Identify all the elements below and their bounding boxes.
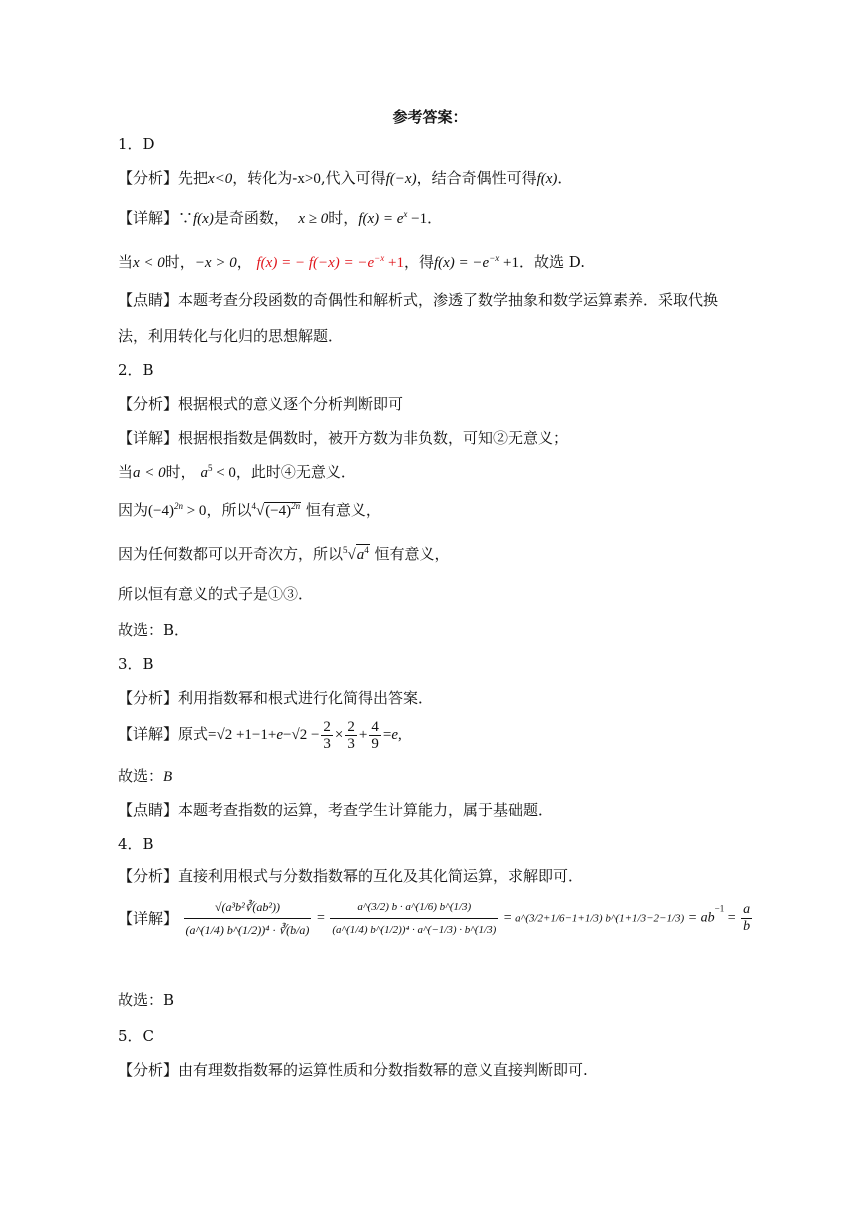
q4-detail bbox=[118, 896, 754, 941]
math: a bbox=[200, 465, 208, 481]
math-sup: 2n bbox=[291, 501, 301, 511]
text: 时， bbox=[328, 209, 359, 227]
math-highlight-sup: −x bbox=[374, 253, 385, 263]
q3-heading: 3．B bbox=[118, 655, 154, 673]
math-sup: 2n bbox=[173, 501, 183, 511]
math: f(x) bbox=[536, 171, 558, 187]
math-sup: x bbox=[403, 209, 408, 219]
math: x < 0 bbox=[133, 255, 165, 271]
fraction bbox=[330, 896, 498, 941]
fraction bbox=[321, 719, 333, 752]
root-index: 5 bbox=[343, 545, 348, 555]
numerator: a bbox=[743, 902, 751, 917]
math: < 0 bbox=[212, 465, 236, 481]
math: f(x) = −e bbox=[433, 255, 490, 271]
text: ， bbox=[236, 253, 252, 271]
math: + bbox=[358, 727, 368, 743]
math-highlight: +1 bbox=[384, 255, 404, 271]
denominator: 3 bbox=[323, 735, 331, 752]
q3-comment: 【点睛】本题考查指数的运算，考查学生计算能力，属于基础题． bbox=[118, 801, 554, 819]
math: a < 0 bbox=[133, 465, 166, 481]
math: > 0 bbox=[182, 503, 207, 519]
radicand bbox=[356, 544, 370, 563]
text: 恒有意义， bbox=[374, 545, 450, 563]
math: e bbox=[391, 727, 398, 743]
math: x>0 bbox=[297, 171, 321, 187]
q1-comment-line2: 法，利用转化与化归的思想解题． bbox=[118, 327, 344, 345]
text: 故选： bbox=[118, 767, 164, 785]
root-index: 4 bbox=[251, 501, 256, 511]
denominator: (a^(1/4) b^(1/2))⁴ · ∛(b/a) bbox=[184, 918, 312, 941]
math: (−4) bbox=[265, 503, 292, 519]
denominator: (a^(1/4) b^(1/2))⁴ · a^(−1/3) · b^(1/3) bbox=[330, 918, 498, 941]
q2-when bbox=[118, 462, 356, 483]
numerator: 2 bbox=[347, 718, 355, 735]
fraction bbox=[345, 719, 357, 752]
math: 【详解】原式=√2 +1−1+ bbox=[118, 727, 277, 743]
q2-because-1 bbox=[118, 500, 381, 521]
math: (−4) bbox=[148, 503, 174, 519]
page-title: 参考答案： bbox=[392, 108, 468, 126]
denominator: b bbox=[743, 919, 751, 934]
math: a bbox=[356, 547, 365, 563]
q1-analysis bbox=[118, 168, 572, 189]
math: = bbox=[316, 910, 325, 926]
text: ，得 bbox=[403, 253, 434, 271]
math: −x > 0 bbox=[194, 255, 237, 271]
text: ． bbox=[427, 209, 443, 227]
denominator: 3 bbox=[347, 735, 355, 752]
text: 【分析】先把 bbox=[118, 169, 209, 187]
text: 因为任何数都可以开奇次方，所以 bbox=[118, 545, 344, 563]
text: ，此时④无意义． bbox=[235, 463, 356, 481]
fraction bbox=[741, 902, 752, 935]
text: ． bbox=[557, 169, 573, 187]
q4-choice: 故选：B bbox=[118, 991, 175, 1009]
q2-detail: 【详解】根据根指数是偶数时，被开方数为非负数，可知②无意义； bbox=[118, 429, 569, 447]
math: f(x) = e bbox=[358, 211, 404, 227]
q2-choice: 故选：B． bbox=[118, 621, 190, 639]
q2-heading: 2．B bbox=[118, 361, 154, 379]
denominator: 9 bbox=[371, 735, 379, 752]
math: x<0 bbox=[208, 171, 233, 187]
q1-heading: 1．D bbox=[118, 135, 155, 153]
q1-when bbox=[118, 252, 585, 273]
text: 当 bbox=[118, 253, 134, 271]
q4-heading: 4．B bbox=[118, 835, 154, 853]
math: a^(3/2+1/6−1+1/3) b^(1+1/3−2−1/3) bbox=[515, 912, 685, 925]
q1-detail bbox=[118, 208, 442, 229]
math: = bbox=[382, 727, 392, 743]
text: ，转化为- bbox=[232, 169, 298, 187]
text: ，所以 bbox=[206, 501, 252, 519]
numerator: 4 bbox=[371, 718, 379, 735]
math: e bbox=[276, 727, 283, 743]
math: x ≥ 0 bbox=[298, 211, 329, 227]
root-sign: √ bbox=[347, 547, 356, 563]
math: f(x) bbox=[193, 211, 214, 227]
math: = ab bbox=[687, 910, 715, 926]
fraction bbox=[369, 719, 381, 752]
math: , bbox=[397, 727, 402, 743]
fraction bbox=[184, 896, 312, 941]
math: −√2 − bbox=[283, 727, 320, 743]
text: 【详解】 bbox=[118, 909, 179, 928]
numerator: 2 bbox=[323, 718, 331, 735]
math-sup: −1 bbox=[714, 903, 725, 914]
text: 恒有意义， bbox=[305, 501, 381, 519]
text: 时， bbox=[164, 253, 195, 271]
q3-detail bbox=[118, 718, 402, 752]
text: 时， bbox=[165, 463, 196, 481]
math: = bbox=[503, 910, 512, 926]
radicand bbox=[264, 502, 301, 519]
q5-analysis: 【分析】由有理数指数幂的运算性质和分数指数幂的意义直接判断即可. bbox=[118, 1061, 588, 1079]
math-highlight: f(x) = − f(−x) = −e bbox=[256, 255, 375, 271]
root-sign: √ bbox=[255, 503, 265, 519]
q5-heading: 5．C bbox=[118, 1027, 155, 1045]
numerator: √(a³b²∛(ab²)) bbox=[214, 900, 280, 914]
text: 【详解】∵ bbox=[118, 209, 194, 227]
math: −1 bbox=[407, 211, 428, 227]
text: 是奇函数， bbox=[213, 209, 289, 227]
q2-conclusion: 所以恒有意义的式子是①③． bbox=[118, 585, 314, 603]
q1-comment-line1: 【点睛】本题考查分段函数的奇偶性和解析式，渗透了数学抽象和数学运算素养．采取代换 bbox=[118, 291, 719, 309]
text: ,代入可得 bbox=[320, 169, 386, 187]
text: 因为 bbox=[118, 501, 149, 519]
math: +1 bbox=[499, 255, 519, 271]
q2-because-2 bbox=[118, 544, 450, 565]
numerator: a^(3/2) b · a^(1/6) b^(1/3) bbox=[357, 901, 472, 913]
text: ．故选 D. bbox=[519, 253, 586, 271]
math-sup: 5 bbox=[207, 463, 213, 473]
q3-analysis: 【分析】利用指数幂和根式进行化简得出答案． bbox=[118, 689, 434, 707]
q3-choice bbox=[118, 766, 172, 787]
text: 当 bbox=[118, 463, 134, 481]
math: = bbox=[727, 910, 736, 926]
math: f(−x) bbox=[385, 171, 417, 187]
math: B bbox=[163, 769, 173, 785]
math: × bbox=[334, 727, 344, 743]
text: ，结合奇偶性可得 bbox=[416, 169, 537, 187]
q2-analysis: 【分析】根据根式的意义逐个分析判断即可 bbox=[118, 395, 404, 413]
math-sup: −x bbox=[489, 253, 500, 263]
math-sup: 4 bbox=[364, 545, 369, 555]
q4-analysis: 【分析】直接利用根式与分数指数幂的互化及其化简运算，求解即可． bbox=[118, 867, 584, 885]
